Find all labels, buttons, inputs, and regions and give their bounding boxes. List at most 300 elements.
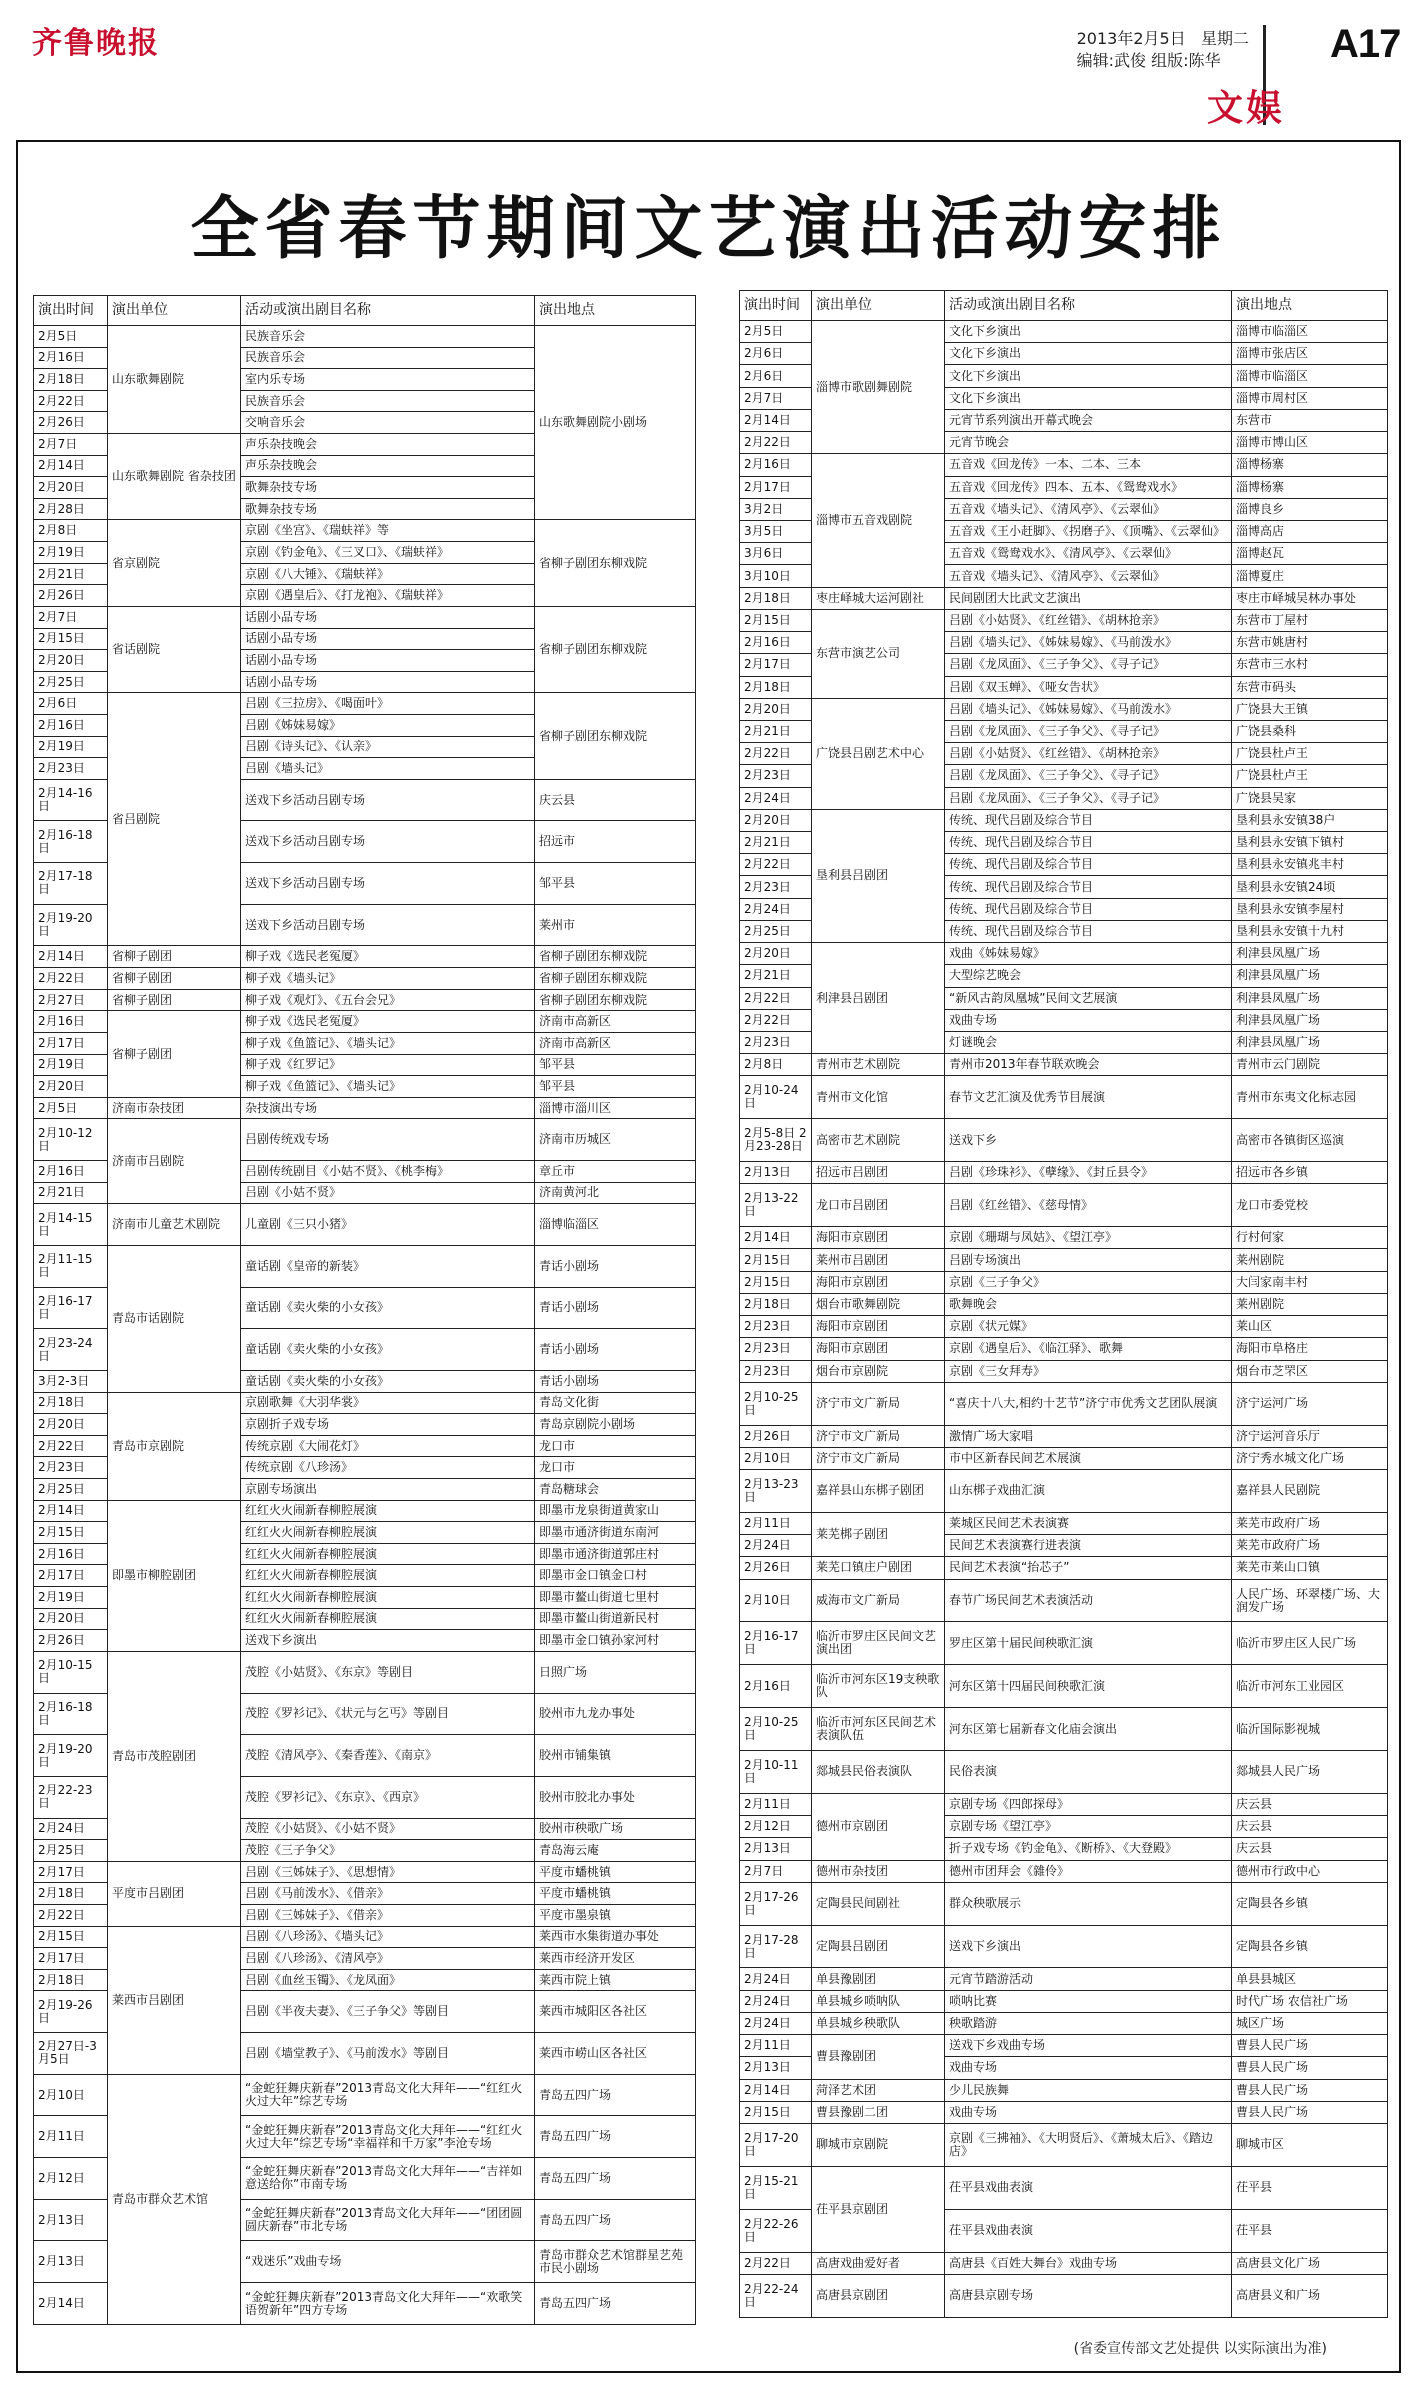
cell-performer: 莱芜梆子剧团 [812,1512,945,1556]
cell-program: 吕剧《诗头记》、《认亲》 [241,736,535,758]
cell-date: 2月14日 [34,946,108,968]
cell-date: 2月12日 [740,1816,812,1838]
cell-program: 京剧专场演出 [241,1478,535,1500]
cell-venue: 即墨市金口镇孙家河村 [535,1630,696,1652]
cell-program: 京剧《钓金龟》、《三叉口》、《瑞蚨祥》 [241,542,535,564]
table-row [34,520,696,542]
cell-date: 2月20日 [34,1414,108,1436]
column-header: 演出时间 [740,291,812,321]
cell-date: 2月22日 [34,390,108,412]
cell-date: 2月24日 [740,1990,812,2012]
cell-date: 2月24日 [740,787,812,809]
table-row [740,1119,1388,1162]
cell-date: 2月19日 [34,1054,108,1076]
cell-program: 传统京剧《八珍汤》 [241,1457,535,1479]
cell-date: 2月24日 [740,1535,812,1557]
cell-program: 歌舞晚会 [945,1293,1232,1315]
cell-venue: 平度市墨泉镇 [535,1904,696,1926]
cell-date: 2月13日 [740,1162,812,1184]
cell-date: 2月22日 [740,432,812,454]
cell-date: 2月21日 [740,720,812,742]
cell-venue: 济南市高新区 [535,1011,696,1033]
cell-venue: 德州市行政中心 [1232,1860,1388,1882]
cell-program: 民俗表演 [945,1751,1232,1794]
table-header-row [34,296,696,326]
cell-program: 红红火火闹新春柳腔展演 [241,1565,535,1587]
cell-program: 柳子戏《观灯》、《五台会兄》 [241,989,535,1011]
cell-date: 2月8日 [34,520,108,542]
table-header-row [740,291,1388,321]
cell-date: 2月17日 [34,1565,108,1587]
cell-program: 茂腔《罗衫记》、《状元与乞丐》等剧目 [241,1693,535,1735]
table-row [740,587,1388,609]
cell-date: 2月25日 [34,1478,108,1500]
cell-date: 2月17日 [34,1948,108,1970]
cell-program: 茂腔《小姑贤》、《小姑不贤》 [241,1818,535,1840]
cell-venue: 莱州剧院 [1232,1249,1388,1271]
cell-program: 五音戏《回龙传》一本、二本、三本 [945,454,1232,476]
cell-program: 吕剧《墙堂教子》、《马前泼水》等剧目 [241,2033,535,2075]
cell-venue: 枣庄市峄城吴林办事处 [1232,587,1388,609]
table-row [740,698,1388,720]
cell-program: 青州市2013年春节联欢晚会 [945,1054,1232,1076]
cell-program: 红红火火闹新春柳腔展演 [241,1543,535,1565]
cell-program: 京剧专场《望江亭》 [945,1816,1232,1838]
cell-date: 2月17日 [34,1861,108,1883]
cell-venue: 利津县凤凰广场 [1232,1009,1388,1031]
cell-venue: 青岛糖球会 [535,1478,696,1500]
cell-program: 吕剧专场演出 [945,1249,1232,1271]
cell-date: 2月19日 [34,1587,108,1609]
cell-date: 2月18日 [740,676,812,698]
cell-performer: 郯城县民俗表演队 [812,1751,945,1794]
cell-performer: 省吕剧院 [108,693,241,946]
table-row [740,1882,1388,1925]
cell-venue: 广饶县大王镇 [1232,698,1388,720]
cell-venue: 省柳子剧团东柳戏院 [535,520,696,606]
cell-program: 童话剧《皇帝的新装》 [241,1245,535,1287]
schedule-table-left [33,295,695,2325]
cell-venue: 日照广场 [535,1651,696,1693]
cell-date: 3月6日 [740,543,812,565]
cell-date: 2月26日 [34,412,108,434]
table-row [34,1926,696,1948]
cell-program: 送戏下乡活动吕剧专场 [241,863,535,905]
table-row [740,2035,1388,2057]
cell-venue: 时代广场 农信社广场 [1232,1990,1388,2012]
cell-program: “金蛇狂舞庆新春”2013青岛文化大拜年——“红红火火过大年”综艺专场“幸福祥和千万家”李沧专场 [241,2116,535,2158]
cell-venue: 龙口市委党校 [1232,1184,1388,1227]
cell-venue: 即墨市鳌山街道新民村 [535,1608,696,1630]
cell-date: 2月24日 [740,898,812,920]
cell-program: 戏曲专场 [945,2101,1232,2123]
cell-program: 少儿民族舞 [945,2079,1232,2101]
cell-program: 送戏下乡活动吕剧专场 [241,779,535,821]
cell-date: 2月17-26日 [740,1882,812,1925]
cell-performer: 临沂市河东区19支秧歌队 [812,1665,945,1708]
cell-program: 吕剧《墙头记》 [241,758,535,780]
cell-performer: 烟台市歌舞剧院 [812,1293,945,1315]
cell-date: 2月16日 [34,714,108,736]
cell-venue: 青岛京剧院小剧场 [535,1414,696,1436]
table-row [34,1245,696,1287]
cell-program: 童话剧《卖火柴的小女孩》 [241,1287,535,1329]
cell-performer: 青岛市话剧院 [108,1245,241,1392]
cell-performer: 垦利县吕剧团 [812,809,945,942]
cell-performer: 青岛市京剧院 [108,1392,241,1500]
cell-venue: 章丘市 [535,1161,696,1183]
cell-venue: 青岛五四广场 [535,2116,696,2158]
cell-program: 话剧小品专场 [241,606,535,628]
cell-venue: 青话小剧场 [535,1329,696,1371]
cell-performer: 青岛市茂腔剧团 [108,1651,241,1861]
cell-program: “戏迷乐”戏曲专场 [241,2241,535,2283]
cell-date: 2月21日 [34,1182,108,1204]
cell-date: 2月23-24日 [34,1329,108,1371]
cell-date: 2月14日 [740,409,812,431]
table-row [740,1622,1388,1665]
cell-venue: 高密市各镇街区巡演 [1232,1119,1388,1162]
cell-program: 吕剧传统剧目《小姑不贤》、《桃李梅》 [241,1161,535,1183]
cell-venue: 莱西市城阳区各社区 [535,1991,696,2033]
cell-program: 高唐县京剧专场 [945,2274,1232,2317]
cell-performer: 聊城市京剧院 [812,2124,945,2167]
cell-performer: 枣庄峄城大运河剧社 [812,587,945,609]
cell-program: 话剧小品专场 [241,650,535,672]
cell-date: 2月22-24日 [740,2274,812,2317]
cell-venue: 利津县凤凰广场 [1232,943,1388,965]
cell-performer: 省柳子剧团 [108,946,241,968]
table-row [740,2101,1388,2123]
newspaper-logo: 齐鲁晚报 [32,26,160,61]
cell-date: 2月11日 [740,2035,812,2057]
cell-program: 元宵节系列演出开幕式晚会 [945,409,1232,431]
cell-program: 童话剧《卖火柴的小女孩》 [241,1329,535,1371]
cell-program: 吕剧《马前泼水》、《借亲》 [241,1883,535,1905]
cell-program: 元宵节晚会 [945,432,1232,454]
section-label: 文娱 [1207,88,1286,129]
table-row [740,1470,1388,1513]
cell-date: 2月14-16日 [34,779,108,821]
cell-program: 唢呐比赛 [945,1990,1232,2012]
cell-performer: 高密市艺术剧院 [812,1119,945,1162]
cell-venue: 曹县人民广场 [1232,2079,1388,2101]
cell-performer: 龙口市吕剧团 [812,1184,945,1227]
cell-venue: 青岛五四广场 [535,2199,696,2241]
cell-performer: 青州市艺术剧院 [812,1054,945,1076]
table-row [34,2074,696,2116]
cell-program: 红红火火闹新春柳腔展演 [241,1500,535,1522]
cell-performer: 菏泽艺术团 [812,2079,945,2101]
cell-venue: 即墨市通济街道东南河 [535,1522,696,1544]
cell-program: 柳子戏《选民老冤厦》 [241,946,535,968]
cell-program: 红红火火闹新春柳腔展演 [241,1522,535,1544]
cell-date: 2月16日 [740,632,812,654]
cell-date: 2月17日 [740,476,812,498]
cell-program: 吕剧《龙凤面》、《三子争父》、《寻子记》 [945,787,1232,809]
cell-performer: 济南市杂技团 [108,1097,241,1119]
cell-venue: 庆云县 [1232,1793,1388,1815]
cell-program: “金蛇狂舞庆新春”2013青岛文化大拜年——“欢歌笑语贺新年”四方专场 [241,2283,535,2325]
cell-date: 2月11日 [34,2116,108,2158]
cell-venue: 省柳子剧团东柳戏院 [535,693,696,779]
cell-date: 2月14日 [34,2283,108,2325]
cell-program: 茂腔《清风亭》、《秦香莲》、《南京》 [241,1735,535,1777]
cell-date: 2月26日 [740,1557,812,1579]
column-header: 演出单位 [108,296,241,326]
cell-venue: 淄博夏庄 [1232,565,1388,587]
cell-program: 吕剧《三姊妹子》、《思想情》 [241,1861,535,1883]
cell-program: 市中区新春民间艺术展演 [945,1447,1232,1469]
cell-date: 2月7日 [34,606,108,628]
cell-program: 话剧小品专场 [241,671,535,693]
cell-date: 2月18日 [740,1293,812,1315]
cell-venue: 济南市高新区 [535,1032,696,1054]
cell-venue: 曹县人民广场 [1232,2057,1388,2079]
table-row [740,1227,1388,1249]
cell-venue: 山东歌舞剧院小剧场 [535,326,696,520]
table-row [740,943,1388,965]
cell-venue: 行村何家 [1232,1227,1388,1249]
table-row [34,1861,696,1883]
cell-date: 3月5日 [740,520,812,542]
cell-date: 2月19日 [34,542,108,564]
cell-venue: 利津县凤凰广场 [1232,987,1388,1009]
cell-venue: 东营市姚唐村 [1232,632,1388,654]
cell-program: 京剧专场《四郎探母》 [945,1793,1232,1815]
table-row [740,2274,1388,2317]
cell-program: 五音戏《回龙传》四本、五本、《鸳鸯戏水》 [945,476,1232,498]
cell-program: 文化下乡演出 [945,321,1232,343]
cell-venue: 青岛五四广场 [535,2158,696,2200]
cell-venue: 淄博市临淄区 [1232,321,1388,343]
cell-date: 2月14日 [740,2079,812,2101]
cell-program: 春节广场民间艺术表演活动 [945,1579,1232,1622]
table-row [34,968,696,990]
cell-program: 灯谜晚会 [945,1032,1232,1054]
cell-date: 2月14-15日 [34,1204,108,1246]
cell-date: 2月5日 [34,326,108,348]
cell-performer: 济南市儿童艺术剧院 [108,1204,241,1246]
cell-performer: 淄博市歌剧舞剧院 [812,321,945,454]
cell-venue: 即墨市通济街道郭庄村 [535,1543,696,1565]
cell-program: 传统京剧《大闹花灯》 [241,1435,535,1457]
cell-date: 2月22日 [34,1435,108,1457]
cell-program: 传统、现代吕剧及综合节目 [945,898,1232,920]
cell-program: 歌舞杂技专场 [241,477,535,499]
cell-venue: 济南市历城区 [535,1119,696,1161]
cell-venue: 郯城县人民广场 [1232,1751,1388,1794]
cell-date: 2月27日-3月5日 [34,2033,108,2075]
cell-date: 2月22-23日 [34,1776,108,1818]
cell-venue: 淄博杨寨 [1232,454,1388,476]
cell-program: 吕剧《龙凤面》、《三子争父》、《寻子记》 [945,654,1232,676]
cell-date: 2月26日 [34,585,108,607]
cell-date: 2月6日 [34,693,108,715]
cell-performer: 德州市杂技团 [812,1860,945,1882]
cell-program: 京剧《珊瑚与凤姑》、《望江亭》 [945,1227,1232,1249]
table-row [740,1708,1388,1751]
cell-performer: 即墨市柳腔剧团 [108,1500,241,1651]
cell-date: 2月15日 [34,1522,108,1544]
editor-credits: 编辑:武俊 组版:陈华 [1076,51,1221,70]
cell-venue: 青岛文化街 [535,1392,696,1414]
cell-program: 德州市团拜会《雜伶》 [945,1860,1232,1882]
cell-date: 2月8日 [740,1054,812,1076]
cell-performer: 青州市文化馆 [812,1076,945,1119]
cell-program: 吕剧《双玉蝉》、《哑女告状》 [945,676,1232,698]
cell-date: 2月17-28日 [740,1925,812,1968]
cell-program: 杂技演出专场 [241,1097,535,1119]
cell-date: 2月22日 [740,987,812,1009]
cell-venue: 莱西市崂山区各社区 [535,2033,696,2075]
cell-program: 话剧小品专场 [241,628,535,650]
cell-venue: 招远市各乡镇 [1232,1162,1388,1184]
masthead [0,0,1417,140]
cell-program: 五音戏《王小赶脚》、《拐磨子》、《顶嘴》、《云翠仙》 [945,520,1232,542]
cell-date: 2月7日 [740,1860,812,1882]
cell-date: 2月6日 [740,343,812,365]
cell-venue: 莱州剧院 [1232,1293,1388,1315]
cell-venue: 庆云县 [1232,1838,1388,1860]
cell-performer: 茌平县京剧团 [812,2166,945,2252]
cell-program: 儿童剧《三只小猪》 [241,1204,535,1246]
cell-date: 2月25日 [34,671,108,693]
cell-venue: 青州市云门剧院 [1232,1054,1388,1076]
cell-date: 2月24日 [740,2012,812,2034]
cell-program: 五音戏《墙头记》、《清风亭》、《云翠仙》 [945,498,1232,520]
cell-program: 送戏下乡活动吕剧专场 [241,821,535,863]
cell-program: 吕剧《墙头记》、《姊妹易嫁》、《马前泼水》 [945,698,1232,720]
cell-venue: 淄博赵瓦 [1232,543,1388,565]
cell-date: 2月18日 [34,1883,108,1905]
cell-date: 2月7日 [740,387,812,409]
cell-date: 2月16日 [34,1543,108,1565]
cell-venue: 平度市蟠桃镇 [535,1883,696,1905]
column-header: 演出地点 [535,296,696,326]
cell-venue: 垦利县永安镇24顷 [1232,876,1388,898]
cell-date: 2月17日 [34,1032,108,1054]
cell-venue: 高唐县文化广场 [1232,2252,1388,2274]
table-row [740,1512,1388,1534]
table-row [740,1360,1388,1382]
cell-program: 文化下乡演出 [945,365,1232,387]
cell-date: 2月15日 [740,1271,812,1293]
cell-performer: 济宁市文广新局 [812,1382,945,1425]
cell-date: 2月20日 [740,809,812,831]
table-row [740,1382,1388,1425]
cell-date: 2月16-18日 [34,1693,108,1735]
cell-date: 2月10-24日 [740,1076,812,1119]
table-row [740,1751,1388,1794]
cell-date: 2月19-26日 [34,1991,108,2033]
cell-date: 2月16日 [34,1161,108,1183]
cell-program: 吕剧《血丝玉镯》、《龙凤面》 [241,1969,535,1991]
cell-venue: 嘉祥县人民剧院 [1232,1470,1388,1513]
cell-venue: 招远市 [535,821,696,863]
cell-date: 2月16-18日 [34,821,108,863]
cell-venue: 青岛五四广场 [535,2074,696,2116]
cell-date: 2月16日 [740,454,812,476]
cell-venue: 青岛市群众艺术馆群星艺苑市民小剧场 [535,2241,696,2283]
cell-performer: 海阳市京剧团 [812,1316,945,1338]
cell-program: “金蛇狂舞庆新春”2013青岛文化大拜年——“红红火火过大年”综艺专场 [241,2074,535,2116]
cell-performer: 定陶县民间剧社 [812,1882,945,1925]
cell-program: 室内乐专场 [241,369,535,391]
cell-date: 2月12日 [34,2158,108,2200]
cell-performer: 山东歌舞剧院 [108,326,241,434]
table-row [34,693,696,715]
cell-venue: 淄博高店 [1232,520,1388,542]
table-row [34,1651,696,1693]
cell-performer: 省京剧院 [108,520,241,606]
cell-program: 大型综艺晚会 [945,965,1232,987]
table-row [740,1076,1388,1119]
cell-program: 童话剧《卖火柴的小女孩》 [241,1370,535,1392]
cell-program: 吕剧《三姊妹子》、《借亲》 [241,1904,535,1926]
cell-program: 送戏下乡戏曲专场 [945,2035,1232,2057]
cell-venue: 即墨市龙泉街道黄家山 [535,1500,696,1522]
cell-program: 声乐杂技晚会 [241,455,535,477]
table-row [34,1500,696,1522]
cell-date: 2月15-21日 [740,2166,812,2209]
cell-date: 2月23日 [740,1338,812,1360]
cell-performer: 省柳子剧团 [108,1011,241,1097]
cell-date: 2月20日 [740,698,812,720]
column-header: 演出地点 [1232,291,1388,321]
cell-date: 2月14日 [34,1500,108,1522]
cell-venue: 莱州市 [535,904,696,946]
cell-program: “喜庆十八大,相约十艺节”济宁市优秀文艺团队展演 [945,1382,1232,1425]
cell-program: 柳子戏《选民老冤厦》 [241,1011,535,1033]
cell-date: 2月17日 [740,654,812,676]
table-row [740,1338,1388,1360]
cell-performer: 莱芜口镇庄户剧团 [812,1557,945,1579]
cell-venue: 茌平县 [1232,2209,1388,2252]
table-row [740,1316,1388,1338]
cell-venue: 庆云县 [535,779,696,821]
cell-program: 送戏下乡演出 [241,1630,535,1652]
table-row [34,946,696,968]
cell-program: 吕剧《龙凤面》、《三子争父》、《寻子记》 [945,765,1232,787]
cell-venue: 定陶县各乡镇 [1232,1882,1388,1925]
cell-performer: 海阳市京剧团 [812,1227,945,1249]
cell-venue: 莱西市院上镇 [535,1969,696,1991]
cell-venue: 邹平县 [535,1076,696,1098]
cell-venue: 省柳子剧团东柳戏院 [535,606,696,692]
cell-venue: 垦利县永安镇38户 [1232,809,1388,831]
cell-venue: 青话小剧场 [535,1245,696,1287]
cell-performer: 威海市文广新局 [812,1579,945,1622]
table-row [740,1293,1388,1315]
cell-date: 3月2日 [740,498,812,520]
cell-performer: 青岛市群众艺术馆 [108,2074,241,2324]
page-number: A17 [1330,22,1401,66]
cell-venue: 临沂市罗庄区人民广场 [1232,1622,1388,1665]
cell-date: 2月20日 [34,1076,108,1098]
cell-venue: 曹县人民广场 [1232,2035,1388,2057]
cell-venue: 广饶县桑科 [1232,720,1388,742]
cell-program: 传统、现代吕剧及综合节目 [945,920,1232,942]
cell-program: 吕剧《姊妹易嫁》 [241,714,535,736]
cell-program: 民间剧团大比武文艺演出 [945,587,1232,609]
cell-performer: 定陶县吕剧团 [812,1925,945,1968]
cell-date: 2月24日 [740,1968,812,1990]
cell-venue: 省柳子剧团东柳戏院 [535,968,696,990]
cell-program: “金蛇狂舞庆新春”2013青岛文化大拜年——“团团圆圆庆新春”市北专场 [241,2199,535,2241]
cell-date: 2月19-20日 [34,904,108,946]
cell-performer: 海阳市京剧团 [812,1271,945,1293]
